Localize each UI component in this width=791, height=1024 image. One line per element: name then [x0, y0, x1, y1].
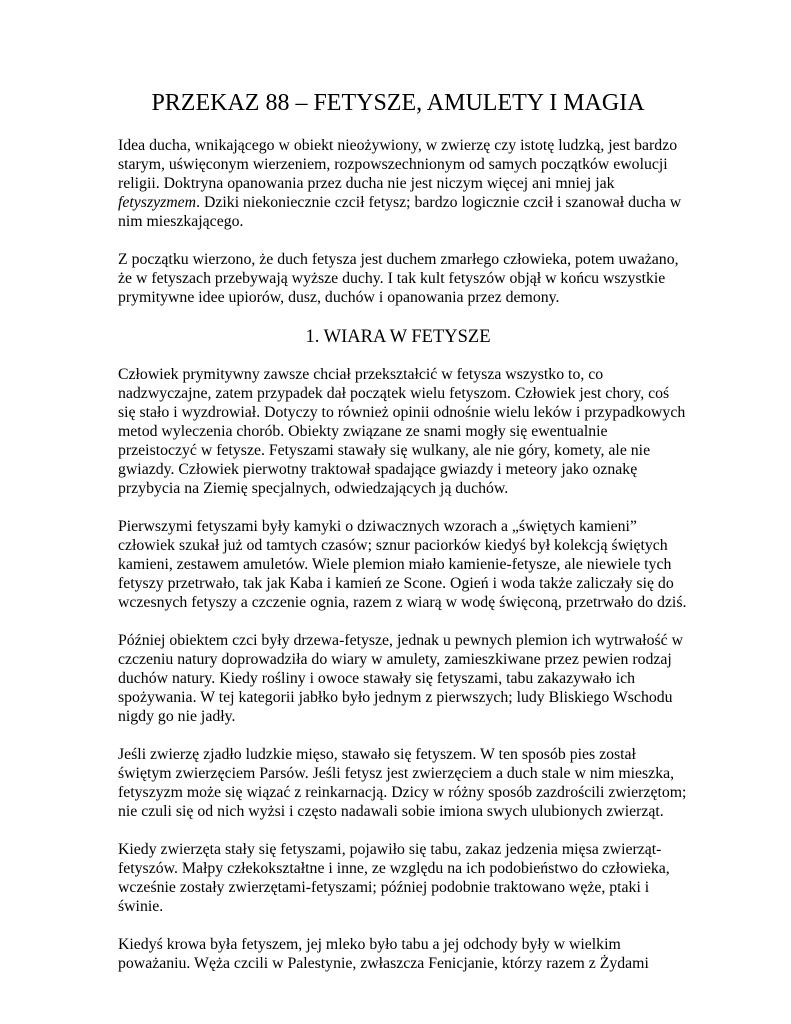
document-page: [118, 88, 687, 992]
paragraph-line: fetyszy przetrwało, tak jak Kaba i kamień ze Scone. Ogień i woda także zaliczały się do: [118, 575, 674, 592]
paragraph-line: poważaniu. Węża czcili w Palestynie, zwłaszcza Fenicjanie, którzy razem z Żydami: [118, 955, 649, 972]
paragraph-line: Człowiek prymitywny zawsze chciał przekształcić w fetysza wszystko to, co: [118, 366, 604, 383]
intro-paragraph-1: [118, 136, 682, 231]
paragraph-line: wcześnie zostały zwierzętami-fetyszami; później podobnie traktowano węże, ptaki i: [118, 879, 650, 896]
paragraph-line: Później obiektem czci były drzewa-fetysze, jednak u pewnych plemion ich wytrwałość w: [118, 632, 683, 649]
section-paragraph-5: [118, 840, 678, 916]
paragraph-line: duchów natury. Kiedy rośliny i owoce stawały się fetyszami, tabu zakazywało ich: [118, 670, 636, 687]
paragraph-line: że w fetyszach przebywają wyższe duchy. I tak kult fetyszów objął w końcu wszystkie: [118, 270, 666, 287]
paragraph-line: nadzwyczajne, zatem przypadek dał początek wielu fetyszom. Człowiek jest chory, coś: [118, 385, 670, 402]
paragraph-line: religii. Doktryna opanowania przez ducha nie jest niczym więcej ani mniej jak: [118, 175, 615, 192]
paragraph-line: metod wyleczenia chorób. Obiekty związane ze snami mogły się ewentualnie: [118, 423, 608, 440]
paragraph-line: nigdy go nie jadły.: [118, 708, 236, 725]
paragraph-line-tail: . Dziki niekoniecznie czcił fetysz; bardzo logicznie czcił i szanował ducha w: [196, 194, 682, 211]
paragraph-line: wczesnych fetyszy a czczenie ognia, razem z wiarą w wodę święconą, przetrwało do dziś.: [118, 594, 687, 611]
section-paragraph-2: [118, 517, 687, 612]
paragraph-line: nim mieszkającego.: [118, 213, 244, 230]
page-title: PRZEKAZ 88 – FETYSZE, AMULETY I MAGIA: [151, 90, 645, 116]
italic-term: fetyszyzmem: [118, 194, 197, 211]
paragraph-line: człowiek szukał już od tamtych czasów; sznur paciorków kiedyś był kolekcją świętych: [118, 537, 668, 554]
paragraph-line: kamieni, zestawem amuletów. Wiele plemion miało kamienie-fetysze, ale niewiele tych: [118, 556, 672, 573]
paragraph-line: Pierwszymi fetyszami były kamyki o dziwacznych wzorach a „świętych kamieni”: [118, 518, 637, 535]
section-paragraph-3: [118, 631, 683, 726]
paragraph-line: fetyszyzm może się wiązać z reinkarnacją. Dzicy w różny sposób zazdrościli zwierzętom;: [118, 784, 687, 801]
paragraph-line: [118, 193, 682, 212]
paragraph-line: Idea ducha, wnikającego w obiekt nieożywiony, w zwierzę czy istotę ludzką, jest bardzo: [118, 137, 678, 154]
paragraph-line: świętym zwierzęciem Parsów. Jeśli fetysz jest zwierzęciem a duch stale w nim mieszka,: [118, 765, 675, 782]
paragraph-line: prymitywne idee upiorów, dusz, duchów i opanowania przez demony.: [118, 289, 560, 306]
section-body: [118, 365, 687, 973]
paragraph-line: gwiazdy. Człowiek pierwotny traktował spadające gwiazdy i meteory jako oznakę: [118, 461, 638, 478]
paragraph-line: przybycia na Ziemię specjalnych, odwiedzających ją duchów.: [118, 480, 509, 497]
paragraph-line: nie czuli się od nich wyżsi i często nadawali sobie imiona swych ulubionych zwierząt.: [118, 803, 664, 820]
paragraph-line: przeistoczyć w fetysze. Fetyszami stawały się wulkany, ale nie góry, komety, ale nie: [118, 442, 651, 459]
paragraph-line: świnie.: [118, 898, 164, 915]
paragraph-line: starym, uświęconym wierzeniem, rozpowszechnionym od samych początków ewolucji: [118, 156, 668, 173]
paragraph-line: czczeniu natury doprowadziła do wiary w amulety, zamieszkiwane przez pewien rodzaj: [118, 651, 672, 668]
section-paragraph-1: [118, 365, 686, 498]
section-heading: 1. WIARA W FETYSZE: [305, 327, 491, 347]
paragraph-line: Kiedyś krowa była fetyszem, jej mleko było tabu a jej odchody były w wielkim: [118, 936, 621, 953]
paragraph-line: spożywania. W tej kategorii jabłko było jednym z pierwszych; ludy Bliskiego Wschodu: [118, 689, 673, 706]
section-paragraph-6: [118, 935, 678, 973]
paragraph-line: Kiedy zwierzęta stały się fetyszami, pojawiło się tabu, zakaz jedzenia mięsa zwierząt-: [118, 841, 662, 858]
paragraph-line: Jeśli zwierzę zjadło ludzkie mięso, stawało się fetyszem. W ten sposób pies został: [118, 746, 636, 763]
paragraph-line: fetyszów. Małpy człekokształtne i inne, ze względu na ich podobieństwo do człowieka,: [118, 860, 670, 877]
section-paragraph-4: [118, 745, 687, 821]
paragraph-line: się stało i wyzdrowiał. Dotyczy to również opinii odnośnie wielu leków i przypadkowych: [118, 404, 686, 421]
paragraph-line: Z początku wierzono, że duch fetysza jest duchem zmarłego człowieka, potem uważano,: [118, 251, 679, 268]
intro-paragraph-2: [118, 250, 678, 307]
